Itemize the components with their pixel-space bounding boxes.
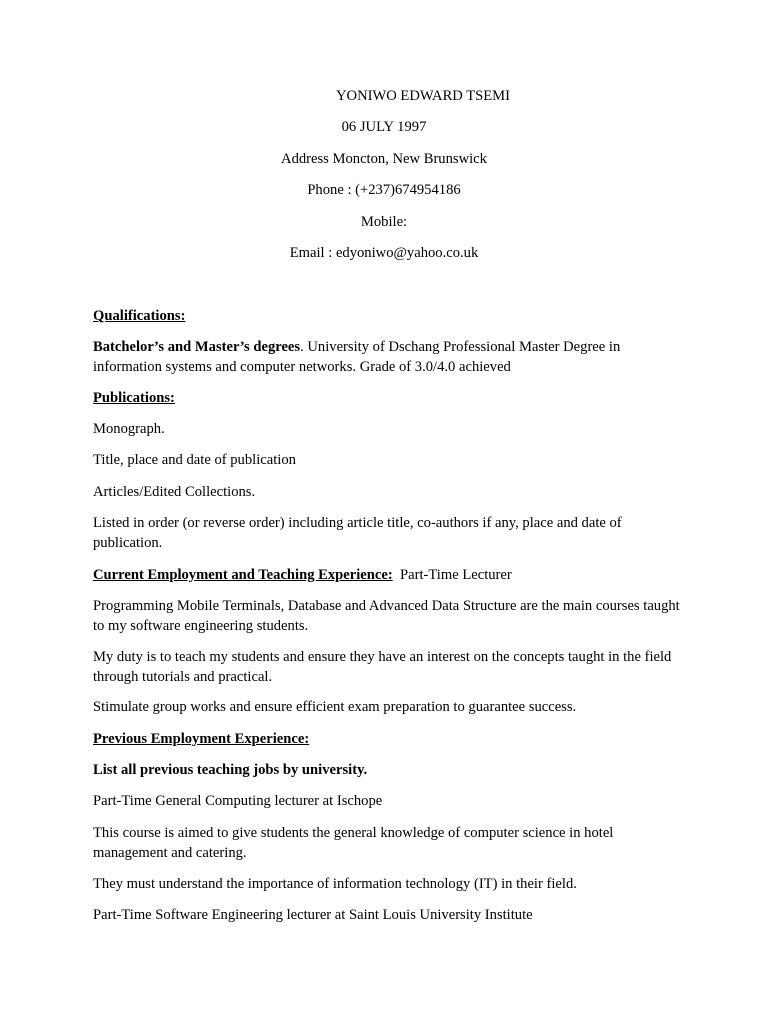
current-employment-heading: Current Employment and Teaching Experience: (93, 567, 393, 583)
publication-item: Title, place and date of publication (93, 452, 296, 468)
candidate-name: YONIWO EDWARD TSEMI (335, 88, 511, 104)
current-employment-line (93, 566, 683, 586)
previous-employment-heading: Previous Employment Experience: (93, 731, 310, 747)
address: Address Moncton, New Brunswick (281, 151, 487, 167)
qualifications-heading: Qualifications: (93, 308, 186, 324)
previous-employment-paragraph: This course is aimed to give students the general knowledge of computer science in hotel management and catering. (93, 825, 614, 861)
current-employment-paragraph: My duty is to teach my students and ensure they have an interest on the concepts taught in the field through tutorials and practical. (93, 649, 672, 685)
current-employment-paragraph: Programming Mobile Terminals, Database and Advanced Data Structure are the main courses taught to my software engineering students. (93, 598, 680, 634)
publication-item: Articles/Edited Collections. (93, 484, 256, 500)
previous-employment-paragraph: They must understand the importance of information technology (IT) in their field. (93, 876, 577, 892)
publication-item: Listed in order (or reverse order) including article title, co-authors if any, place and date of publication. (93, 515, 622, 551)
current-role: Part-Time Lecturer (400, 567, 512, 583)
phone: Phone : (+237)674954186 (307, 182, 461, 198)
publications-heading: Publications: (93, 390, 175, 406)
email: Email : edyoniwo@yahoo.co.uk (289, 245, 479, 261)
previous-employment-paragraph: Part-Time Software Engineering lecturer at Saint Louis University Institute (93, 907, 533, 923)
degree-description: . University of Dschang Professional Master Degree in information systems and computer networks. Grade of 3.0/4.0 achieved (93, 339, 621, 375)
previous-employment-paragraph: Part-Time General Computing lecturer at Ischope (93, 793, 383, 809)
qualifications-paragraph (93, 338, 683, 377)
previous-employment-subheading: List all previous teaching jobs by university. (93, 762, 368, 778)
publication-item: Monograph. (93, 421, 165, 437)
date-of-birth: 06 JULY 1997 (341, 119, 427, 135)
degree-title: Batchelor’s and Master’s degrees (93, 339, 301, 355)
mobile: Mobile: (360, 214, 408, 230)
current-employment-paragraph: Stimulate group works and ensure efficient exam preparation to guarantee success. (93, 699, 577, 715)
